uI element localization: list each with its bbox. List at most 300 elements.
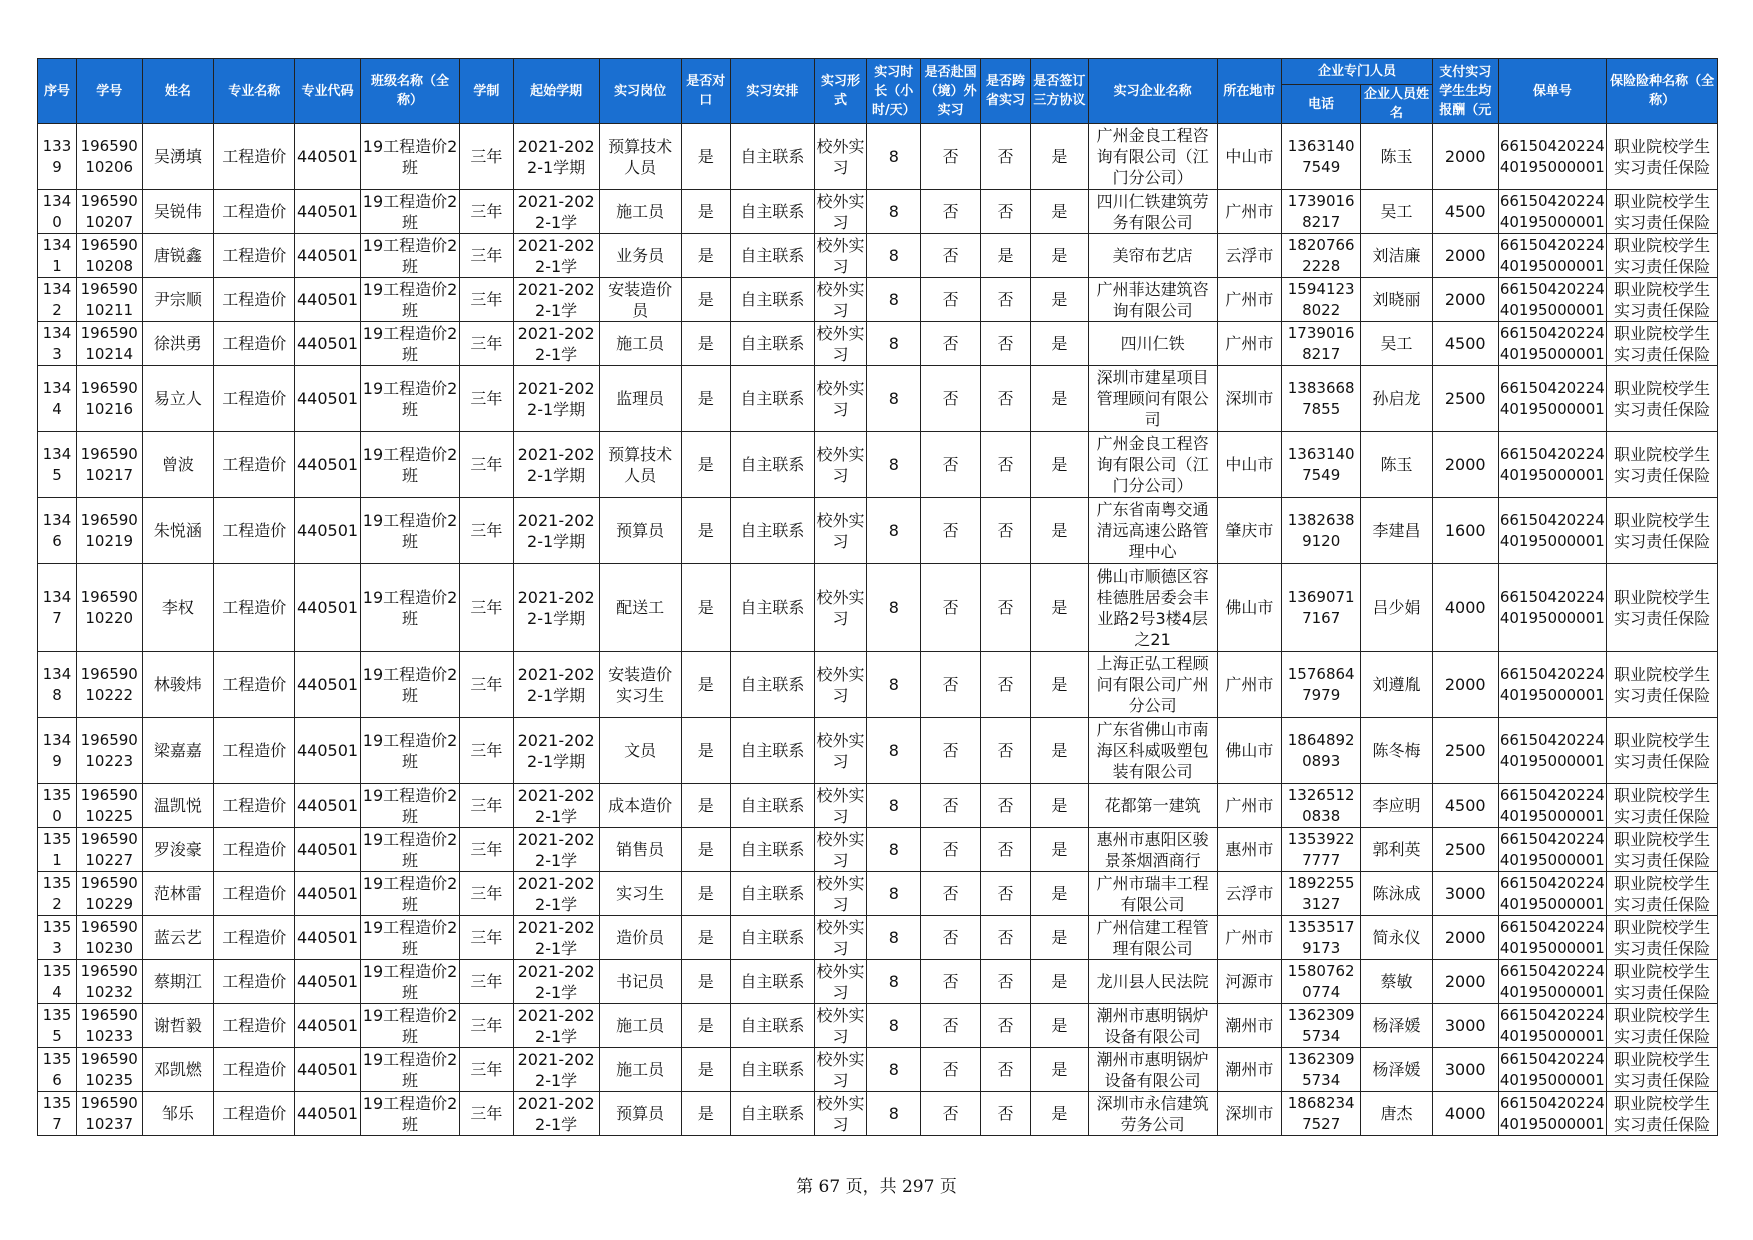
cell-name: 唐锐鑫 [142, 234, 214, 278]
cell-seq: 1345 [38, 432, 77, 498]
cell-student-no: 19659010227 [76, 828, 142, 872]
cell-start-term: 2021-2022-1学 [513, 1092, 599, 1136]
cell-insurance: 职业院校学生实习责任保险 [1607, 1092, 1718, 1136]
cell-pay: 1600 [1432, 498, 1498, 564]
cell-contact: 简永仪 [1361, 916, 1433, 960]
cell-arrangement: 自主联系 [730, 234, 814, 278]
cell-company: 广东省南粤交通清远高速公路管理中心 [1088, 498, 1217, 564]
cell-contact: 郭利英 [1361, 828, 1433, 872]
cell-form: 校外实习 [814, 322, 866, 366]
cell-phone: 15768647979 [1282, 652, 1361, 718]
cell-student-no: 19659010225 [76, 784, 142, 828]
cell-phone: 15807620774 [1282, 960, 1361, 1004]
cell-position: 书记员 [599, 960, 681, 1004]
cell-abroad: 否 [921, 190, 980, 234]
cell-seq: 1340 [38, 190, 77, 234]
cell-cross-province: 否 [980, 960, 1030, 1004]
cell-phone: 17390168217 [1282, 322, 1361, 366]
cell-duration: 三年 [460, 1004, 513, 1048]
cell-abroad: 否 [921, 960, 980, 1004]
cell-tripartite: 是 [1031, 784, 1088, 828]
cell-class-name: 19工程造价2班 [360, 960, 459, 1004]
cell-name: 温凯悦 [142, 784, 214, 828]
cell-name: 梁嘉嘉 [142, 718, 214, 784]
cell-position: 安装造价员 [599, 278, 681, 322]
cell-class-name: 19工程造价2班 [360, 278, 459, 322]
cell-seq: 1351 [38, 828, 77, 872]
cell-cross-province: 否 [980, 366, 1030, 432]
cell-phone: 13631407549 [1282, 124, 1361, 190]
cell-major-code: 440501 [295, 916, 361, 960]
cell-abroad: 否 [921, 278, 980, 322]
cell-major: 工程造价 [214, 234, 295, 278]
cell-arrangement: 自主联系 [730, 564, 814, 652]
cell-hours: 8 [867, 718, 921, 784]
cell-arrangement: 自主联系 [730, 652, 814, 718]
cell-insurance: 职业院校学生实习责任保险 [1607, 828, 1718, 872]
cell-policy-no: 6615042022440195000001 [1498, 872, 1607, 916]
cell-pay: 4500 [1432, 784, 1498, 828]
cell-insurance: 职业院校学生实习责任保险 [1607, 432, 1718, 498]
cell-seq: 1348 [38, 652, 77, 718]
header-major: 专业名称 [214, 59, 295, 124]
cell-class-name: 19工程造价2班 [360, 234, 459, 278]
cell-name: 蓝云艺 [142, 916, 214, 960]
cell-start-term: 2021-2022-1学 [513, 916, 599, 960]
cell-tripartite: 是 [1031, 872, 1088, 916]
cell-policy-no: 6615042022440195000001 [1498, 124, 1607, 190]
cell-insurance: 职业院校学生实习责任保险 [1607, 498, 1718, 564]
cell-cross-province: 否 [980, 124, 1030, 190]
cell-pay: 2500 [1432, 718, 1498, 784]
cell-matched: 是 [681, 1048, 730, 1092]
cell-cross-province: 是 [980, 234, 1030, 278]
cell-contact: 吴工 [1361, 190, 1433, 234]
cell-form: 校外实习 [814, 1004, 866, 1048]
cell-matched: 是 [681, 1004, 730, 1048]
cell-company: 龙川县人民法院 [1088, 960, 1217, 1004]
cell-contact: 刘遵胤 [1361, 652, 1433, 718]
cell-matched: 是 [681, 190, 730, 234]
cell-major-code: 440501 [295, 190, 361, 234]
cell-company: 上海正弘工程顾问有限公司广州分公司 [1088, 652, 1217, 718]
cell-major-code: 440501 [295, 498, 361, 564]
cell-name: 曾波 [142, 432, 214, 498]
cell-city: 广州市 [1217, 190, 1282, 234]
cell-major: 工程造价 [214, 652, 295, 718]
cell-policy-no: 6615042022440195000001 [1498, 432, 1607, 498]
cell-arrangement: 自主联系 [730, 828, 814, 872]
cell-hours: 8 [867, 564, 921, 652]
cell-contact: 吴工 [1361, 322, 1433, 366]
table-body [38, 124, 1718, 1136]
cell-contact: 唐杰 [1361, 1092, 1433, 1136]
cell-student-no: 19659010235 [76, 1048, 142, 1092]
cell-class-name: 19工程造价2班 [360, 432, 459, 498]
cell-start-term: 2021-2022-1学期 [513, 366, 599, 432]
cell-arrangement: 自主联系 [730, 322, 814, 366]
cell-tripartite: 是 [1031, 366, 1088, 432]
cell-position: 造价员 [599, 916, 681, 960]
cell-name: 林骏炜 [142, 652, 214, 718]
cell-phone: 13623095734 [1282, 1048, 1361, 1092]
cell-pay: 2500 [1432, 366, 1498, 432]
cell-hours: 8 [867, 784, 921, 828]
cell-major: 工程造价 [214, 322, 295, 366]
cell-company: 深圳市永信建筑劳务公司 [1088, 1092, 1217, 1136]
cell-pay: 3000 [1432, 872, 1498, 916]
cell-company: 广州信建工程管理有限公司 [1088, 916, 1217, 960]
cell-phone: 18682347527 [1282, 1092, 1361, 1136]
header-seq: 序号 [38, 59, 77, 124]
cell-cross-province: 否 [980, 872, 1030, 916]
cell-major: 工程造价 [214, 278, 295, 322]
cell-policy-no: 6615042022440195000001 [1498, 718, 1607, 784]
cell-city: 云浮市 [1217, 872, 1282, 916]
cell-major-code: 440501 [295, 828, 361, 872]
cell-start-term: 2021-2022-1学期 [513, 652, 599, 718]
table-row [38, 190, 1718, 234]
cell-hours: 8 [867, 1092, 921, 1136]
cell-insurance: 职业院校学生实习责任保险 [1607, 652, 1718, 718]
cell-contact: 吕少娟 [1361, 564, 1433, 652]
cell-policy-no: 6615042022440195000001 [1498, 564, 1607, 652]
cell-insurance: 职业院校学生实习责任保险 [1607, 1048, 1718, 1092]
cell-major: 工程造价 [214, 366, 295, 432]
cell-company: 花都第一建筑 [1088, 784, 1217, 828]
cell-start-term: 2021-2022-1学期 [513, 718, 599, 784]
cell-hours: 8 [867, 1048, 921, 1092]
cell-insurance: 职业院校学生实习责任保险 [1607, 718, 1718, 784]
cell-tripartite: 是 [1031, 322, 1088, 366]
table-row [38, 124, 1718, 190]
cell-tripartite: 是 [1031, 564, 1088, 652]
cell-position: 业务员 [599, 234, 681, 278]
cell-start-term: 2021-2022-1学 [513, 234, 599, 278]
table-row [38, 1092, 1718, 1136]
cell-start-term: 2021-2022-1学 [513, 1004, 599, 1048]
cell-contact: 杨泽媛 [1361, 1004, 1433, 1048]
cell-hours: 8 [867, 652, 921, 718]
cell-pay: 3000 [1432, 1004, 1498, 1048]
cell-abroad: 否 [921, 432, 980, 498]
cell-insurance: 职业院校学生实习责任保险 [1607, 366, 1718, 432]
cell-hours: 8 [867, 916, 921, 960]
cell-city: 惠州市 [1217, 828, 1282, 872]
cell-matched: 是 [681, 1092, 730, 1136]
cell-tripartite: 是 [1031, 1004, 1088, 1048]
cell-major: 工程造价 [214, 960, 295, 1004]
cell-policy-no: 6615042022440195000001 [1498, 322, 1607, 366]
cell-class-name: 19工程造价2班 [360, 498, 459, 564]
cell-arrangement: 自主联系 [730, 190, 814, 234]
cell-pay: 2000 [1432, 916, 1498, 960]
cell-duration: 三年 [460, 498, 513, 564]
cell-contact: 刘晓丽 [1361, 278, 1433, 322]
cell-cross-province: 否 [980, 916, 1030, 960]
cell-form: 校外实习 [814, 916, 866, 960]
cell-major: 工程造价 [214, 498, 295, 564]
cell-insurance: 职业院校学生实习责任保险 [1607, 190, 1718, 234]
cell-position: 文员 [599, 718, 681, 784]
cell-city: 潮州市 [1217, 1004, 1282, 1048]
cell-pay: 4000 [1432, 1092, 1498, 1136]
cell-class-name: 19工程造价2班 [360, 652, 459, 718]
cell-cross-province: 否 [980, 432, 1030, 498]
cell-major-code: 440501 [295, 960, 361, 1004]
cell-name: 尹宗顺 [142, 278, 214, 322]
cell-cross-province: 否 [980, 564, 1030, 652]
cell-city: 广州市 [1217, 916, 1282, 960]
cell-student-no: 19659010230 [76, 916, 142, 960]
cell-start-term: 2021-2022-1学期 [513, 124, 599, 190]
cell-cross-province: 否 [980, 784, 1030, 828]
cell-insurance: 职业院校学生实习责任保险 [1607, 872, 1718, 916]
cell-duration: 三年 [460, 960, 513, 1004]
cell-seq: 1342 [38, 278, 77, 322]
cell-abroad: 否 [921, 916, 980, 960]
cell-start-term: 2021-2022-1学 [513, 278, 599, 322]
cell-contact: 陈冬梅 [1361, 718, 1433, 784]
cell-contact: 李应明 [1361, 784, 1433, 828]
header-class-name: 班级名称（全称） [360, 59, 459, 124]
cell-hours: 8 [867, 432, 921, 498]
cell-name: 吴湧填 [142, 124, 214, 190]
cell-major: 工程造价 [214, 828, 295, 872]
cell-seq: 1350 [38, 784, 77, 828]
cell-class-name: 19工程造价2班 [360, 718, 459, 784]
cell-position: 施工员 [599, 1004, 681, 1048]
cell-company: 潮州市惠明锅炉设备有限公司 [1088, 1048, 1217, 1092]
cell-major: 工程造价 [214, 564, 295, 652]
cell-start-term: 2021-2022-1学 [513, 1048, 599, 1092]
cell-form: 校外实习 [814, 366, 866, 432]
cell-student-no: 19659010216 [76, 366, 142, 432]
cell-phone: 15941238022 [1282, 278, 1361, 322]
cell-duration: 三年 [460, 652, 513, 718]
cell-pay: 4500 [1432, 190, 1498, 234]
cell-form: 校外实习 [814, 432, 866, 498]
cell-student-no: 19659010237 [76, 1092, 142, 1136]
cell-contact: 蔡敏 [1361, 960, 1433, 1004]
cell-matched: 是 [681, 960, 730, 1004]
cell-city: 潮州市 [1217, 1048, 1282, 1092]
cell-seq: 1347 [38, 564, 77, 652]
cell-seq: 1354 [38, 960, 77, 1004]
cell-seq: 1339 [38, 124, 77, 190]
cell-duration: 三年 [460, 190, 513, 234]
cell-seq: 1352 [38, 872, 77, 916]
cell-contact: 李建昌 [1361, 498, 1433, 564]
cell-student-no: 19659010223 [76, 718, 142, 784]
cell-form: 校外实习 [814, 278, 866, 322]
cell-major-code: 440501 [295, 1004, 361, 1048]
cell-matched: 是 [681, 278, 730, 322]
cell-seq: 1357 [38, 1092, 77, 1136]
cell-matched: 是 [681, 828, 730, 872]
cell-seq: 1353 [38, 916, 77, 960]
cell-student-no: 19659010220 [76, 564, 142, 652]
cell-pay: 4500 [1432, 322, 1498, 366]
cell-tripartite: 是 [1031, 432, 1088, 498]
cell-tripartite: 是 [1031, 828, 1088, 872]
cell-abroad: 否 [921, 322, 980, 366]
cell-hours: 8 [867, 828, 921, 872]
cell-company: 广州市瑞丰工程有限公司 [1088, 872, 1217, 916]
cell-duration: 三年 [460, 784, 513, 828]
cell-pay: 2000 [1432, 652, 1498, 718]
cell-major-code: 440501 [295, 872, 361, 916]
cell-matched: 是 [681, 234, 730, 278]
cell-major-code: 440501 [295, 278, 361, 322]
cell-start-term: 2021-2022-1学 [513, 828, 599, 872]
cell-matched: 是 [681, 916, 730, 960]
table-row [38, 1004, 1718, 1048]
cell-start-term: 2021-2022-1学 [513, 322, 599, 366]
header-policy-no: 保单号 [1498, 59, 1607, 124]
table-row [38, 366, 1718, 432]
cell-tripartite: 是 [1031, 498, 1088, 564]
table-row [38, 960, 1718, 1004]
header-pay: 支付实习学生生均报酬（元 [1432, 59, 1498, 124]
cell-form: 校外实习 [814, 718, 866, 784]
cell-major: 工程造价 [214, 1004, 295, 1048]
cell-duration: 三年 [460, 322, 513, 366]
cell-company: 美帘布艺店 [1088, 234, 1217, 278]
cell-major-code: 440501 [295, 652, 361, 718]
cell-form: 校外实习 [814, 652, 866, 718]
cell-position: 施工员 [599, 1048, 681, 1092]
cell-arrangement: 自主联系 [730, 718, 814, 784]
cell-start-term: 2021-2022-1学 [513, 784, 599, 828]
cell-abroad: 否 [921, 498, 980, 564]
cell-position: 预算技术人员 [599, 124, 681, 190]
cell-student-no: 19659010214 [76, 322, 142, 366]
cell-class-name: 19工程造价2班 [360, 828, 459, 872]
cell-student-no: 19659010229 [76, 872, 142, 916]
cell-company: 四川仁铁建筑劳务有限公司 [1088, 190, 1217, 234]
cell-matched: 是 [681, 432, 730, 498]
cell-hours: 8 [867, 278, 921, 322]
cell-class-name: 19工程造价2班 [360, 872, 459, 916]
table-row [38, 652, 1718, 718]
page-footer: 第 67 页，共 297 页 [796, 1177, 957, 1197]
cell-name: 易立人 [142, 366, 214, 432]
cell-form: 校外实习 [814, 234, 866, 278]
header-company: 实习企业名称 [1088, 59, 1217, 124]
cell-policy-no: 6615042022440195000001 [1498, 828, 1607, 872]
cell-matched: 是 [681, 718, 730, 784]
cell-arrangement: 自主联系 [730, 366, 814, 432]
cell-duration: 三年 [460, 564, 513, 652]
cell-duration: 三年 [460, 432, 513, 498]
cell-hours: 8 [867, 872, 921, 916]
cell-policy-no: 6615042022440195000001 [1498, 498, 1607, 564]
cell-insurance: 职业院校学生实习责任保险 [1607, 234, 1718, 278]
cell-form: 校外实习 [814, 1092, 866, 1136]
cell-hours: 8 [867, 190, 921, 234]
cell-position: 预算员 [599, 498, 681, 564]
cell-policy-no: 6615042022440195000001 [1498, 278, 1607, 322]
cell-seq: 1355 [38, 1004, 77, 1048]
cell-company: 广州菲达建筑咨询有限公司 [1088, 278, 1217, 322]
cell-arrangement: 自主联系 [730, 498, 814, 564]
cell-student-no: 19659010211 [76, 278, 142, 322]
cell-hours: 8 [867, 124, 921, 190]
cell-class-name: 19工程造价2班 [360, 784, 459, 828]
cell-abroad: 否 [921, 872, 980, 916]
table-row [38, 278, 1718, 322]
cell-phone: 13826389120 [1282, 498, 1361, 564]
cell-contact: 刘洁廉 [1361, 234, 1433, 278]
cell-student-no: 19659010219 [76, 498, 142, 564]
cell-phone: 13265120838 [1282, 784, 1361, 828]
cell-matched: 是 [681, 652, 730, 718]
cell-position: 安装造价实习生 [599, 652, 681, 718]
cell-class-name: 19工程造价2班 [360, 124, 459, 190]
cell-major-code: 440501 [295, 124, 361, 190]
cell-student-no: 19659010222 [76, 652, 142, 718]
cell-major: 工程造价 [214, 872, 295, 916]
cell-position: 实习生 [599, 872, 681, 916]
cell-class-name: 19工程造价2班 [360, 190, 459, 234]
cell-major: 工程造价 [214, 916, 295, 960]
table-row [38, 322, 1718, 366]
cell-abroad: 否 [921, 1092, 980, 1136]
table-row [38, 718, 1718, 784]
cell-arrangement: 自主联系 [730, 960, 814, 1004]
cell-phone: 13631407549 [1282, 432, 1361, 498]
cell-name: 徐洪勇 [142, 322, 214, 366]
cell-name: 吴锐伟 [142, 190, 214, 234]
cell-tripartite: 是 [1031, 652, 1088, 718]
cell-name: 邓凯燃 [142, 1048, 214, 1092]
cell-city: 广州市 [1217, 322, 1282, 366]
cell-form: 校外实习 [814, 564, 866, 652]
cell-insurance: 职业院校学生实习责任保险 [1607, 916, 1718, 960]
cell-position: 监理员 [599, 366, 681, 432]
cell-abroad: 否 [921, 1048, 980, 1092]
cell-phone: 13535179173 [1282, 916, 1361, 960]
cell-matched: 是 [681, 872, 730, 916]
cell-major: 工程造价 [214, 432, 295, 498]
cell-start-term: 2021-2022-1学 [513, 872, 599, 916]
table-row [38, 432, 1718, 498]
cell-seq: 1356 [38, 1048, 77, 1092]
cell-company: 广州金良工程咨询有限公司（江门分公司） [1088, 432, 1217, 498]
cell-phone: 17390168217 [1282, 190, 1361, 234]
cell-major-code: 440501 [295, 432, 361, 498]
cell-cross-province: 否 [980, 718, 1030, 784]
cell-company: 潮州市惠明锅炉设备有限公司 [1088, 1004, 1217, 1048]
cell-duration: 三年 [460, 234, 513, 278]
header-start-term: 起始学期 [513, 59, 599, 124]
cell-student-no: 19659010208 [76, 234, 142, 278]
cell-policy-no: 6615042022440195000001 [1498, 916, 1607, 960]
cell-tripartite: 是 [1031, 124, 1088, 190]
cell-student-no: 19659010233 [76, 1004, 142, 1048]
cell-position: 预算技术人员 [599, 432, 681, 498]
cell-duration: 三年 [460, 916, 513, 960]
cell-cross-province: 否 [980, 1004, 1030, 1048]
cell-major: 工程造价 [214, 1092, 295, 1136]
cell-company: 四川仁铁 [1088, 322, 1217, 366]
cell-seq: 1346 [38, 498, 77, 564]
cell-arrangement: 自主联系 [730, 124, 814, 190]
cell-student-no: 19659010207 [76, 190, 142, 234]
cell-arrangement: 自主联系 [730, 916, 814, 960]
cell-hours: 8 [867, 1004, 921, 1048]
